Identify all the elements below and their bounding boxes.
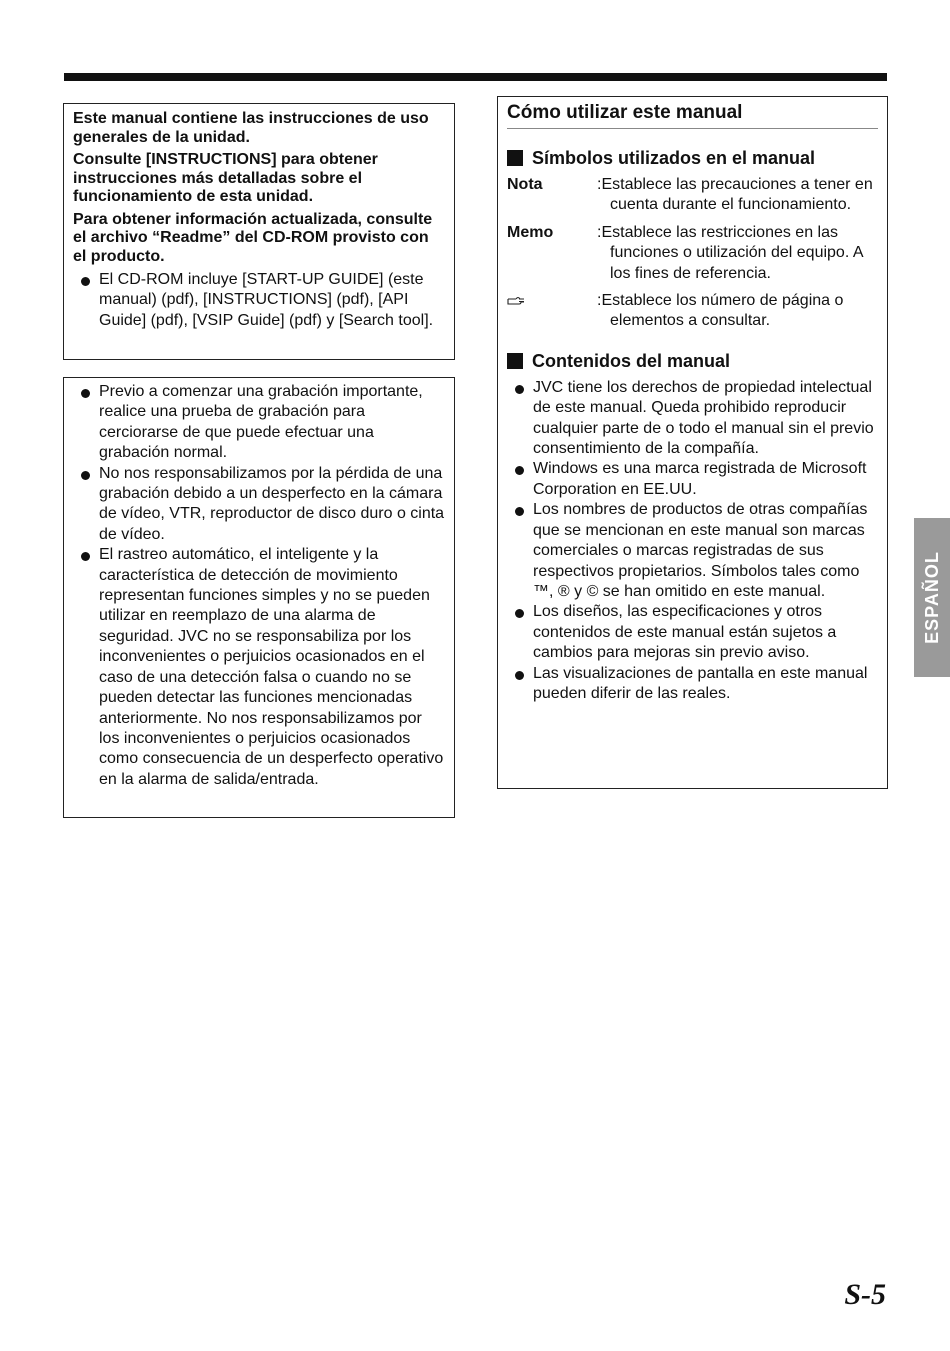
warning-bullet-list — [73, 382, 445, 790]
contents-bullet-list — [507, 378, 878, 705]
intro-box — [63, 103, 455, 360]
intro-paragraph: Consulte [INSTRUCTIONS] para obtener instrucciones más detalladas sobre el funcionamiento de esta unidad. — [73, 151, 378, 205]
header-rule — [64, 73, 887, 81]
how-to-use-box — [497, 96, 888, 789]
list-item: Windows es una marca registrada de Microsoft Corporation en EE.UU. — [507, 459, 878, 500]
contents-heading-text: Contenidos del manual — [532, 350, 731, 371]
list-item: El rastreo automático, el inteligente y la característica de detección de movimiento representan funciones simples y no se pueden utilizar en reemplazo de una alarma de seguridad. JVC no se responsabiliza por los inconvenientes o perjuicios ocasionados en el caso de una detección falsa o cuando no se pueden detectar las funciones mencionadas anteriormente. No nos responsabilizamos por los inconvenientes o perjuicios ocasionados como consecuencia de un desperfecto operativo en la alarma de salida/entrada. — [73, 545, 445, 790]
intro-paragraph: Para obtener información actualizada, consulte el archivo “Readme” del CD-ROM provisto con el producto. — [73, 210, 433, 265]
symbol-row — [507, 291, 878, 332]
list-item: El CD-ROM incluye [START-UP GUIDE] (este manual) (pdf), [INSTRUCTIONS] (pdf), [API Guide] (pdf), [VSIP Guide] (pdf) y [Search tool]. — [73, 270, 445, 331]
symbols-heading — [507, 147, 878, 169]
symbols-heading-text: Símbolos utilizados en el manual — [532, 148, 816, 168]
contents-heading — [507, 350, 878, 372]
square-bullet-icon — [507, 353, 523, 369]
symbol-definition: :Establece las restricciones en las funciones o utilización del equipo. A los fines de referencia. — [597, 223, 863, 282]
list-item: JVC tiene los derechos de propiedad intelectual de este manual. Queda prohibido reproducir cualquier parte de o todo el manual sin el previo consentimiento de la compañía. — [507, 378, 878, 460]
pointing-hand-icon — [507, 295, 527, 307]
intro-bullet-list — [73, 270, 445, 331]
section-title: Cómo utilizar este manual — [507, 101, 878, 129]
list-item: Los diseños, las especificaciones y otros contenidos de este manual están sujetos a cambios para mejoras sin previo aviso. — [507, 602, 878, 663]
symbol-row — [507, 223, 878, 284]
list-item: Las visualizaciones de pantalla en este manual pueden diferir de las reales. — [507, 664, 878, 705]
intro-paragraph: Este manual contiene las instrucciones de uso generales de la unidad. — [73, 110, 429, 146]
language-tab-label: ESPAÑOL — [921, 551, 942, 644]
symbol-term: Memo — [507, 223, 554, 241]
warning-box — [63, 377, 455, 818]
list-item: No nos responsabilizamos por la pérdida de una grabación debido a un desperfecto en la cámara de vídeo, VTR, reproductor de disco duro o cinta de vídeo. — [73, 464, 445, 546]
language-tab — [914, 518, 950, 677]
symbol-term: Nota — [507, 176, 543, 193]
symbol-definition: :Establece los número de página o elementos a consultar. — [597, 292, 844, 330]
symbol-term — [507, 291, 597, 332]
square-bullet-icon — [507, 150, 523, 166]
symbol-definition: :Establece las precauciones a tener en cuenta durante el funcionamiento. — [597, 176, 873, 214]
list-item: Previo a comenzar una grabación importante, realice una prueba de grabación para cerciorarse de que puede efectuar una grabación normal. — [73, 382, 445, 464]
list-item: Los nombres de productos de otras compañías que se mencionan en este manual son marcas comerciales o marcas registradas de sus respectivos propietarios. Símbolos tales como ™, ® y © se han omitido en este manual. — [507, 500, 878, 602]
page-number: S-5 — [844, 1278, 886, 1311]
symbol-row — [507, 175, 878, 216]
